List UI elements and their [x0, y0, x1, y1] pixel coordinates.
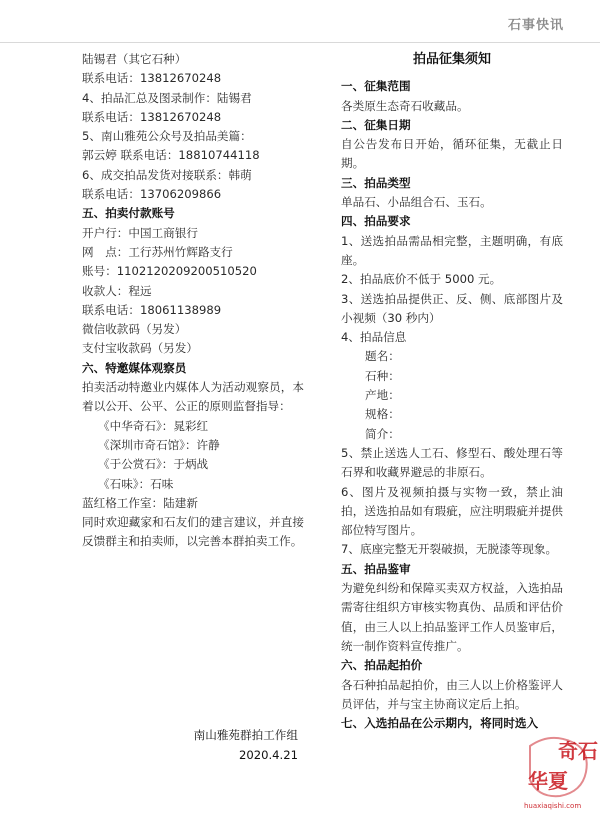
text-line: 《于公赏石》：于炳战 — [98, 457, 209, 472]
text-line: 规格： — [365, 407, 400, 422]
text-line: 网 点：工行苏州竹辉路支行 — [82, 244, 233, 259]
text-line: 《深圳市奇石馆》：许静 — [98, 437, 220, 452]
text-line: 石种： — [365, 368, 400, 383]
section-heading: 二、征集日期 — [341, 117, 411, 132]
text-line: 蓝红格工作室：陆建新 — [82, 495, 198, 510]
signature-date: 2020.4.21 — [238, 748, 298, 762]
text-line: 4、拍品信息 — [341, 330, 407, 345]
paragraph: 自公告发布日开始，循环征集，无截止日期。 — [341, 137, 563, 171]
paragraph: 各石种拍品起拍价，由三人以上价格鉴评人员评估，并与宝主协商议定后上拍。 — [341, 677, 563, 711]
text-line: 郭云婷 联系电话：18810744118 — [82, 148, 260, 163]
text-line: 4、拍品汇总及图录制作：陆锡君 — [82, 90, 252, 105]
text-line: 联系电话：13706209866 — [82, 187, 222, 202]
text-line: 《石味》：石味 — [98, 476, 174, 491]
text-line: 收款人：程远 — [82, 283, 152, 298]
text-line: 联系电话：18061138989 — [82, 302, 222, 317]
text-line: 题名： — [365, 349, 400, 364]
text-line: 微信收款码（另发） — [82, 322, 187, 337]
text-line: 各类原生态奇石收藏品。 — [341, 98, 469, 113]
watermark-text-bottom: 华夏 — [528, 769, 568, 793]
text-line: 开户行：中国工商银行 — [82, 225, 198, 240]
section-heading: 四、拍品要求 — [341, 214, 411, 229]
header-title: 石事快讯 — [507, 18, 564, 33]
signature-org: 南山雅苑群拍工作组 — [193, 728, 298, 742]
paragraph: 为避免纠纷和保障买卖双方权益，入选拍品需寄往组织方审核实物真伪、品质和评估价值，由三人以上拍品鉴评工作人员鉴审后，统一制作资料宣传推广。 — [341, 581, 563, 653]
watermark-logo — [520, 728, 600, 814]
text-line: 简介： — [365, 426, 400, 441]
section-heading: 七、入选拍品在公示期内，将同时选入 — [341, 716, 539, 731]
watermark-text-top: 奇石 — [558, 739, 598, 763]
section-heading: 六、特邀媒体观察员 — [82, 360, 187, 375]
left-column — [82, 50, 304, 552]
paragraph: 5、禁止送选人工石、修型石、酸处理石等石界和收藏界避忌的非原石。 — [341, 445, 563, 480]
paragraph: 同时欢迎藏家和石友们的建言建议，并直接反馈群主和拍卖师，以完善本群拍卖工作。 — [82, 515, 304, 549]
paragraph: 3、送选拍品提供正、反、侧、底部图片及小视频（30 秒内） — [341, 291, 563, 325]
paragraph: 拍卖活动特邀业内媒体人为活动观察员，本着以公开、公平、公正的原则监督指导： — [82, 380, 304, 414]
text-line: 《中华奇石》：晁彩红 — [98, 418, 209, 433]
text-line: 陆锡君（其它石种） — [82, 52, 187, 66]
text-line: 账号：1102120209200510520 — [82, 264, 257, 279]
text-line: 7、底座完整无开裂破损，无脱漆等现象。 — [341, 542, 558, 557]
section-heading: 五、拍卖付款账号 — [82, 206, 175, 221]
right-column — [341, 50, 563, 733]
text-line: 支付宝收款码（另发） — [82, 341, 198, 356]
paragraph: 1、送选拍品需品相完整，主题明确，有底座。 — [341, 233, 563, 267]
text-line: 5、南山雅苑公众号及拍品美篇： — [82, 129, 252, 144]
watermark-url: huaxiaqishi.com — [524, 802, 582, 810]
text-line: 联系电话：13812670248 — [82, 71, 222, 86]
header-divider — [0, 42, 600, 43]
section-heading: 一、征集范围 — [341, 79, 411, 94]
section-heading: 六、拍品起拍价 — [341, 658, 423, 673]
paragraph: 6、图片及视频拍摄与实物一致，禁止油拍，送选拍品如有瑕疵，应注明瑕疵并提供部位特写图片。 — [341, 484, 563, 538]
text-line: 6、成交拍品发货对接联系：韩萌 — [82, 167, 252, 182]
text-line: 单品石、小品组合石、玉石。 — [341, 195, 492, 210]
section-heading: 三、拍品类型 — [341, 175, 411, 190]
text-line: 2、拍品底价不低于 5000 元。 — [341, 272, 502, 287]
text-line: 产地： — [365, 388, 400, 403]
section-title: 拍品征集须知 — [412, 52, 491, 67]
text-line: 联系电话：13812670248 — [82, 109, 222, 124]
watermark-logo-graphic — [520, 728, 600, 814]
section-heading: 五、拍品鉴审 — [341, 561, 411, 576]
